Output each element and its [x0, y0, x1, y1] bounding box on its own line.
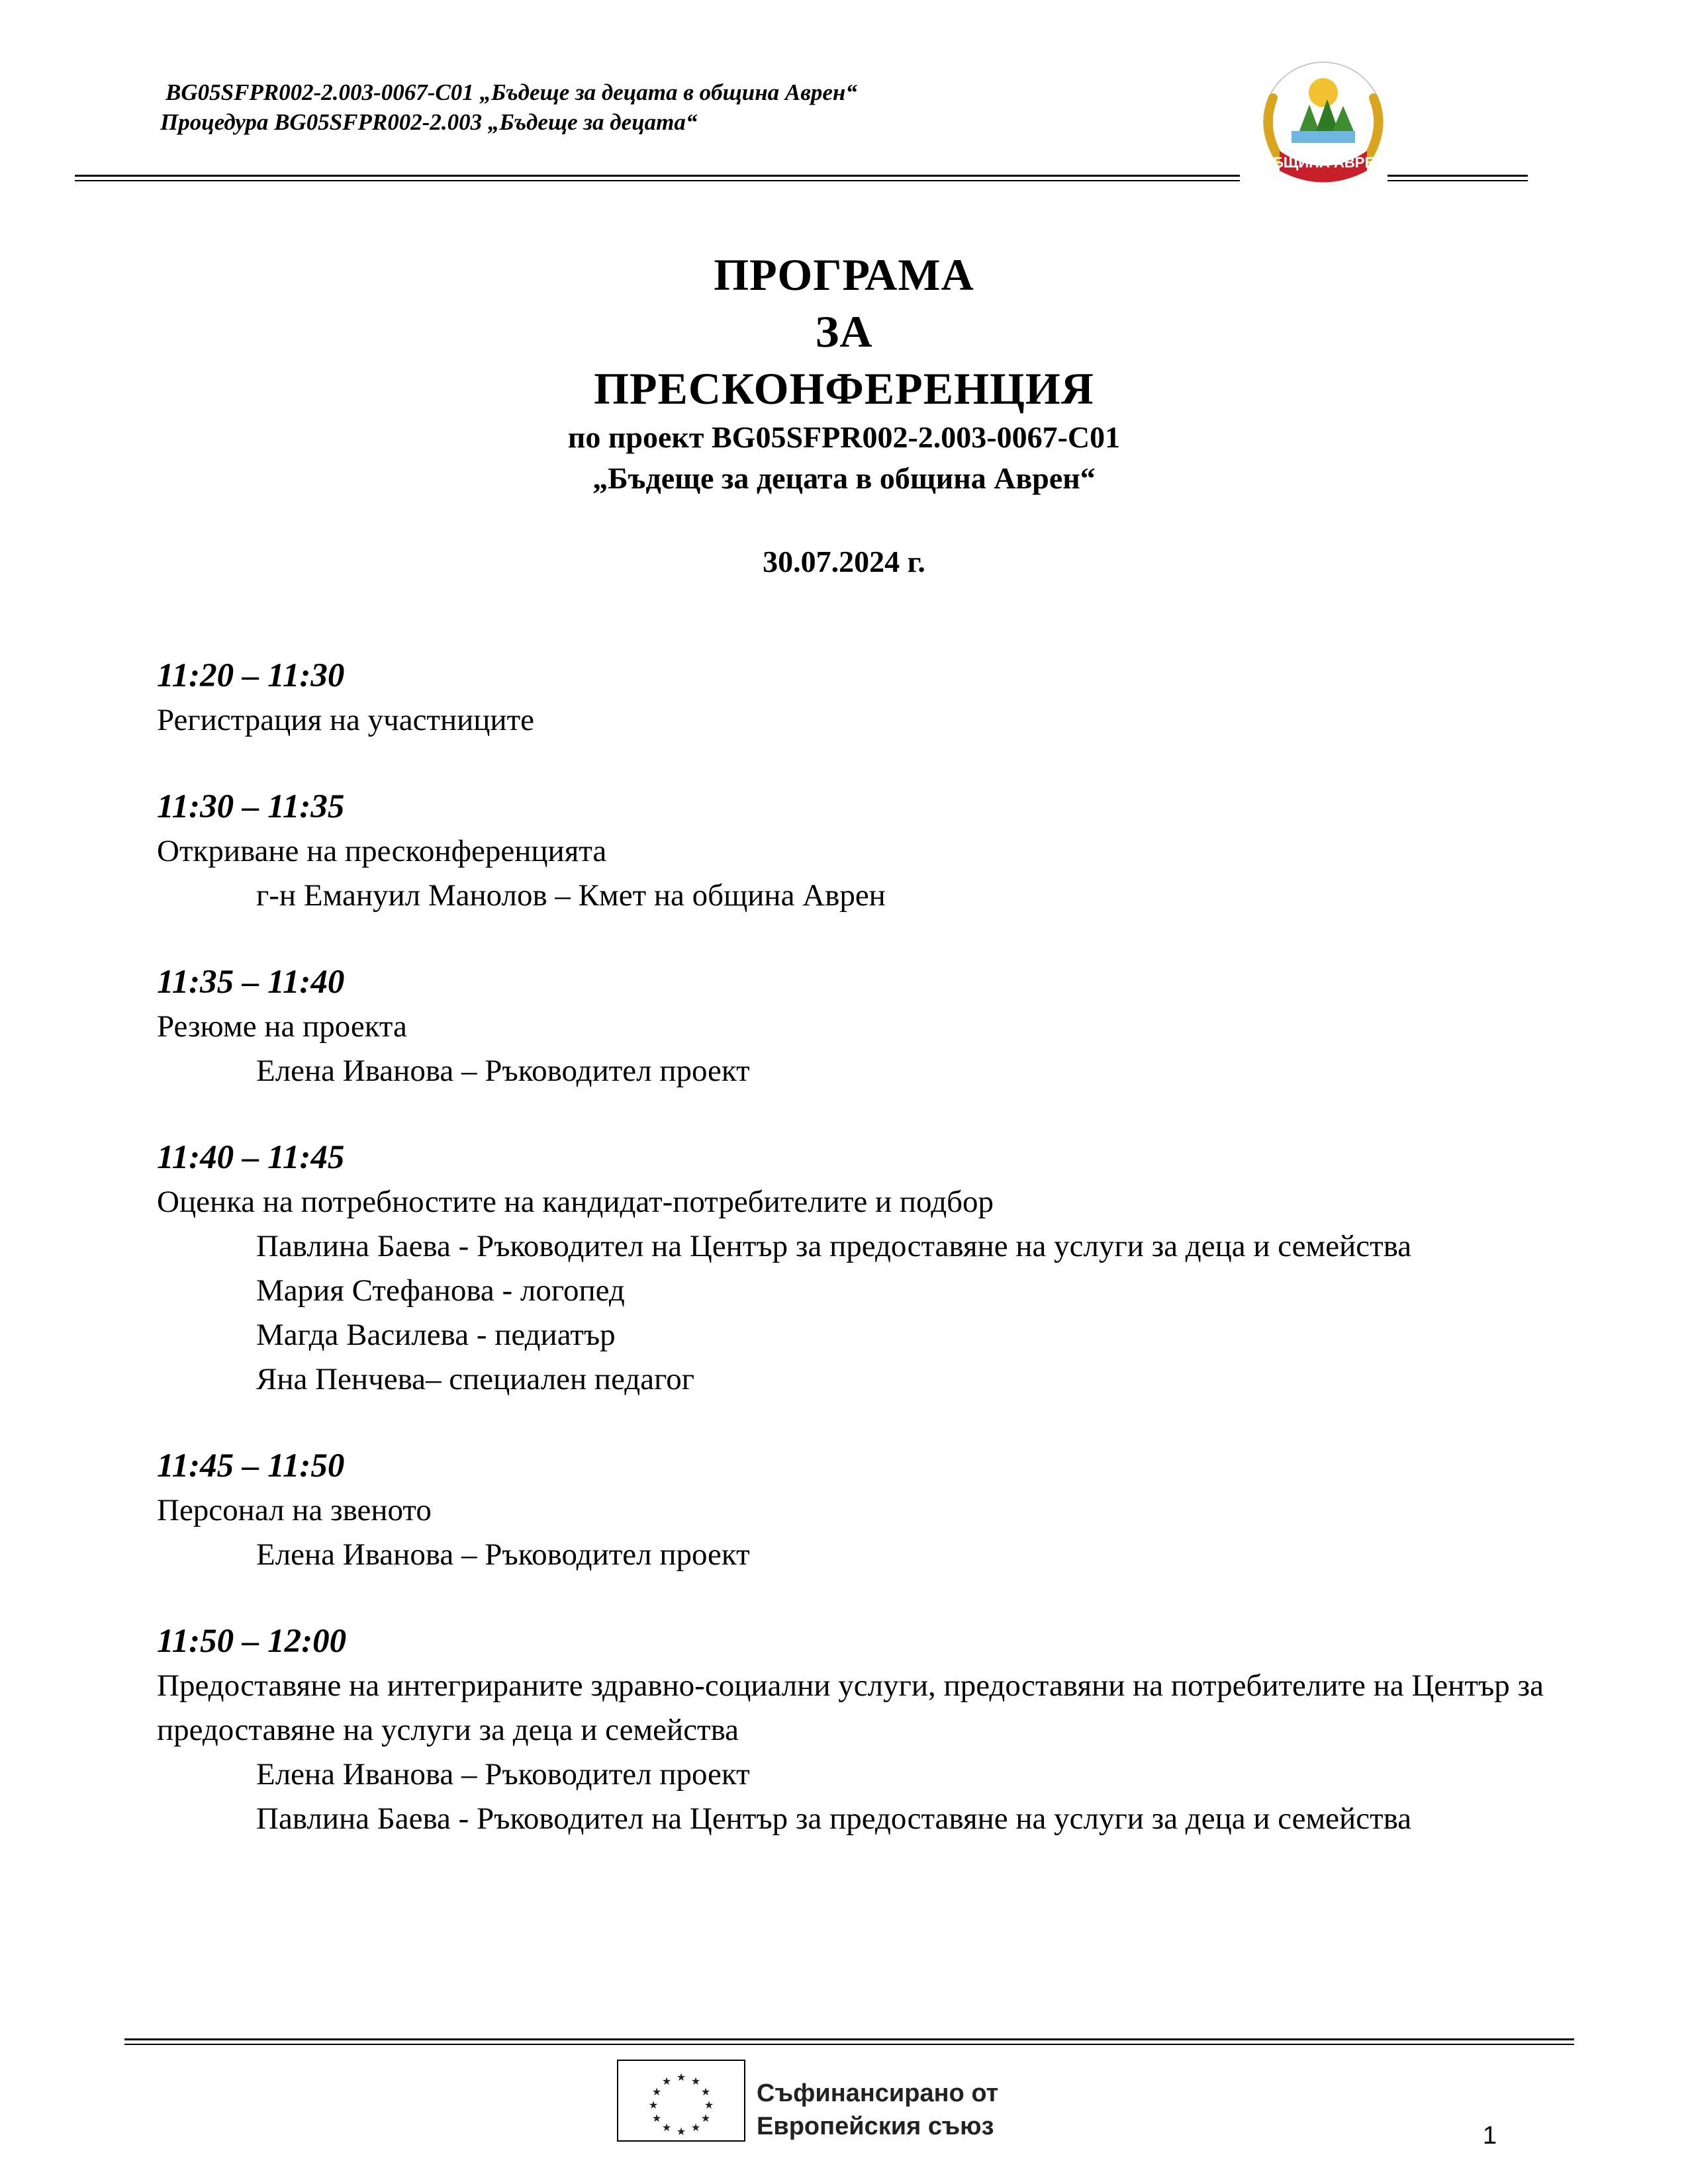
slot-time: 11:40 – 11:45 — [157, 1139, 345, 1176]
title-line-3: ПРЕСКОНФЕРЕНЦИЯ — [594, 363, 1094, 414]
agenda-slot — [157, 1136, 1544, 1402]
eu-flag — [617, 2060, 745, 2142]
svg-text:★: ★ — [651, 2113, 662, 2124]
agenda-slot — [157, 1444, 1544, 1577]
slot-time: 11:35 – 11:40 — [157, 964, 345, 1001]
title-line-1: ПРОГРАМА — [714, 250, 974, 300]
header-rule — [75, 180, 1240, 181]
svg-text:★: ★ — [676, 2072, 686, 2083]
slot-speaker: Павлина Баева - Ръководител на Център за предоставяне на услуги за деца и семейства — [256, 1229, 1412, 1263]
title-date: 30.07.2024 г. — [763, 545, 925, 578]
slot-title: Регистрация на участниците — [157, 703, 534, 737]
svg-text:★: ★ — [651, 2087, 662, 2098]
page-number: 1 — [1483, 2122, 1497, 2150]
agenda-slot — [157, 960, 1544, 1093]
agenda — [157, 654, 1544, 1884]
cofunded-line-1: Съфинансирано от — [757, 2079, 999, 2107]
title-project-code: по проект BG05SFPR002-2.003-0067-C01 — [567, 420, 1121, 454]
header-procedure: Процедура BG05SFPR002-2.003 „Бъдеще за децата“ — [160, 109, 698, 135]
agenda-slot — [157, 785, 1544, 918]
svg-text:★: ★ — [690, 2076, 701, 2087]
slot-time: 11:30 – 11:35 — [157, 788, 345, 825]
slot-title: Предоставяне на интегрираните здравно-социални услуги, предоставяни на потребителите на Център за предоставяне на услуги за деца и семейства — [157, 1668, 1544, 1747]
slot-title: Откриване на пресконференцията — [157, 834, 607, 868]
header-project-code: BG05SFPR002-2.003-0067-C01 „Бъдеще за децата в община Аврен“ — [165, 79, 857, 105]
municipality-logo — [1253, 58, 1393, 188]
logo-text: ОБЩИНА АВРЕН — [1261, 154, 1385, 171]
slot-speaker: Яна Пенчева– специален педагог — [256, 1362, 694, 1396]
svg-text:★: ★ — [661, 2076, 672, 2087]
slot-speaker: Елена Иванова – Ръководител проект — [256, 1537, 750, 1572]
svg-text:★: ★ — [648, 2100, 659, 2111]
svg-text:★: ★ — [700, 2113, 711, 2124]
svg-text:★: ★ — [704, 2100, 714, 2111]
slot-speaker: Мария Стефанова - логопед — [256, 1273, 625, 1308]
title-line-2: ЗА — [815, 306, 873, 357]
slot-time: 11:20 – 11:30 — [157, 657, 345, 694]
slot-speaker: Елена Иванова – Ръководител проект — [256, 1757, 750, 1792]
document-title — [0, 246, 1688, 582]
slot-speaker: Павлина Баева - Ръководител на Център за предоставяне на услуги за деца и семейства — [256, 1801, 1412, 1836]
slot-title: Персонал на звеното — [157, 1493, 432, 1527]
footer-rule — [124, 2044, 1574, 2045]
slot-time: 11:45 – 11:50 — [157, 1447, 345, 1484]
agenda-slot — [157, 654, 1544, 743]
cofunded-label — [757, 2077, 998, 2143]
slot-speaker: г-н Емануил Манолов – Кмет на община Аврен — [256, 878, 886, 913]
slot-speaker: Елена Иванова – Ръководител проект — [256, 1054, 750, 1088]
svg-text:★: ★ — [690, 2122, 701, 2134]
header-rule-right — [1387, 175, 1528, 177]
title-project-name: „Бъдеще за децата в община Аврен“ — [592, 461, 1096, 495]
slot-speaker: Магда Василева - педиатър — [256, 1318, 616, 1352]
svg-text:★: ★ — [700, 2087, 711, 2098]
slot-title: Резюме на проекта — [157, 1009, 407, 1044]
eu-stars-icon — [649, 2072, 714, 2138]
slot-title: Оценка на потребностите на кандидат-потребителите и подбор — [157, 1185, 994, 1219]
header-rule — [75, 175, 1240, 177]
cofunded-line-2: Европейския съюз — [757, 2113, 994, 2140]
svg-text:★: ★ — [676, 2126, 686, 2138]
agenda-slot — [157, 1619, 1544, 1841]
header-rule-right — [1387, 180, 1528, 181]
slot-time: 11:50 – 12:00 — [157, 1623, 347, 1660]
svg-text:★: ★ — [661, 2122, 672, 2134]
footer-rule — [124, 2038, 1574, 2040]
